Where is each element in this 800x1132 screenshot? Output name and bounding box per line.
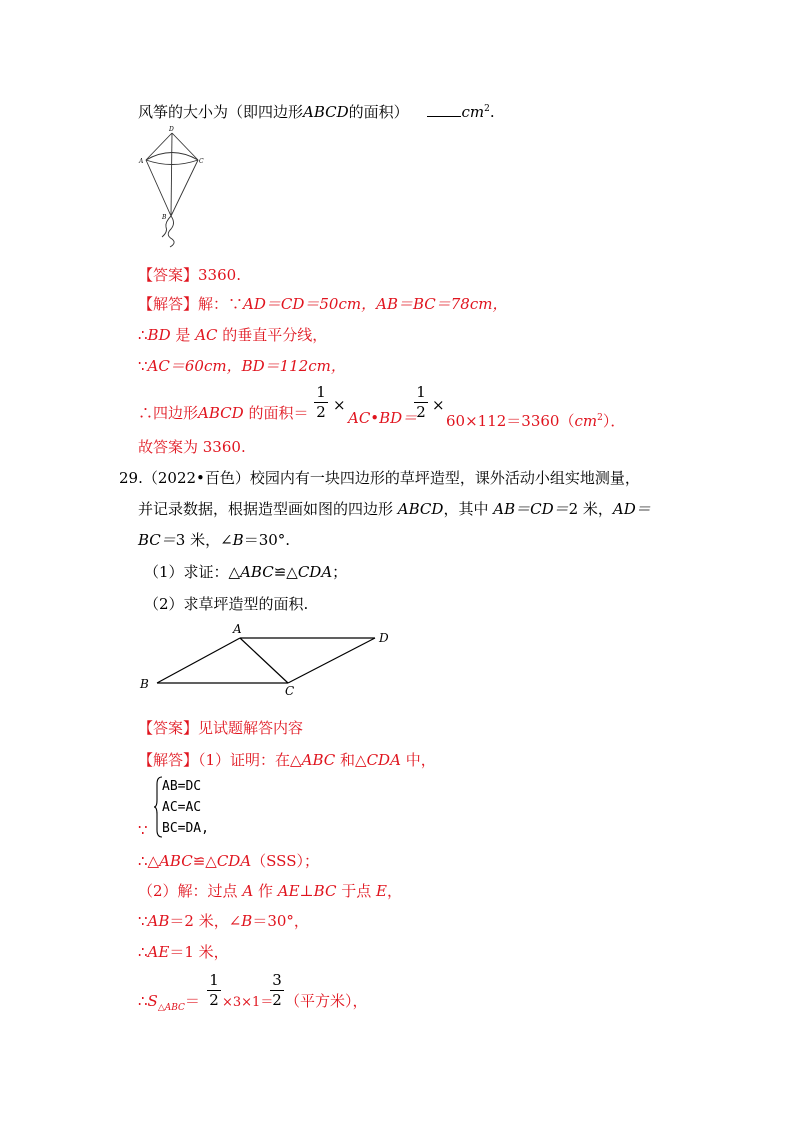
kite-label-c: C bbox=[199, 158, 204, 165]
fig-label-a: A bbox=[233, 622, 242, 636]
a29-solution-1: 【解答】（1）证明：在△ABC 和△CDA 中， bbox=[138, 751, 436, 769]
a29-ae: ∴AE＝1 米， bbox=[138, 943, 229, 961]
a28-fraction-1: 1 2 bbox=[314, 384, 328, 421]
kite-label-a: A bbox=[139, 158, 144, 165]
a29-fraction-2: 3 2 bbox=[270, 972, 284, 1009]
a29-calc: ×3×1＝ bbox=[222, 995, 274, 1010]
q29-line1: 29.（2022•百色）校园内有一块四边形的草坪造型，课外活动小组实地测量， bbox=[119, 469, 640, 487]
a29-fraction-1: 1 2 bbox=[207, 972, 221, 1009]
a28-final: 故答案为 3360. bbox=[138, 438, 246, 456]
a28-answer: 【答案】3360. bbox=[138, 266, 241, 284]
a28-line2: ∴BD 是 AC 的垂直平分线， bbox=[138, 326, 328, 344]
a29-solution-2: （2）解：过点 A 作 AE⊥BC 于点 E， bbox=[138, 882, 402, 900]
a29-answer: 【答案】见试题解答内容 bbox=[138, 719, 304, 737]
a28-fraction-2: 1 2 bbox=[414, 384, 428, 421]
a29-area: $\therefore S_{\triangle ABC}=$ bbox=[138, 992, 200, 1013]
q29-line3: BC＝3 米，∠B＝30°. bbox=[138, 531, 291, 549]
kite-label-b: B bbox=[162, 214, 167, 221]
a29-unit: （平方米）， bbox=[285, 992, 368, 1010]
kite-figure bbox=[138, 123, 208, 253]
kite-label-d: D bbox=[169, 126, 174, 133]
answer-blank bbox=[427, 116, 461, 117]
q29-line2: 并记录数据，根据造型画如图的四边形 ABCD，其中 AB＝CD＝2 米，AD＝ bbox=[138, 500, 651, 518]
fig-label-b: B bbox=[140, 677, 149, 691]
a28-calc: $60\times 112=3360(cm^2)$． bbox=[446, 412, 626, 430]
a28-times-2: × bbox=[432, 396, 445, 414]
because-symbol: ∵ bbox=[138, 821, 148, 839]
system-row-1: AB=DC bbox=[162, 779, 202, 794]
fig-label-d: D bbox=[379, 631, 389, 645]
parallelogram-figure bbox=[135, 620, 395, 695]
a28-times-1: × bbox=[333, 396, 346, 414]
q28-prompt: 风筝的大小为（即四边形ABCD的面积） $cm^2$. bbox=[138, 103, 495, 121]
system-row-3: BC=DA, bbox=[162, 821, 209, 836]
a29-congruence: ∴△ABC≌△CDA（SSS）； bbox=[138, 852, 319, 870]
a28-line4: ∴四边形ABCD 的面积＝ bbox=[138, 404, 309, 422]
q29-part2: （2）求草坪造型的面积. bbox=[144, 595, 309, 613]
system-row-2: AC=AC bbox=[162, 800, 202, 815]
a29-given: ∵AB＝2 米，∠B＝30°， bbox=[138, 912, 309, 930]
a28-line1: 【解答】解：∵AD＝CD＝50cm，AB＝BC＝78cm， bbox=[138, 295, 508, 313]
a28-line3: ∵AC＝60cm，BD＝112cm， bbox=[138, 357, 346, 375]
fig-label-c: C bbox=[285, 684, 295, 695]
a28-ac-bd: AC•BD＝ bbox=[348, 409, 418, 427]
q29-part1: （1）求证：△ABC≌△CDA； bbox=[144, 563, 348, 581]
